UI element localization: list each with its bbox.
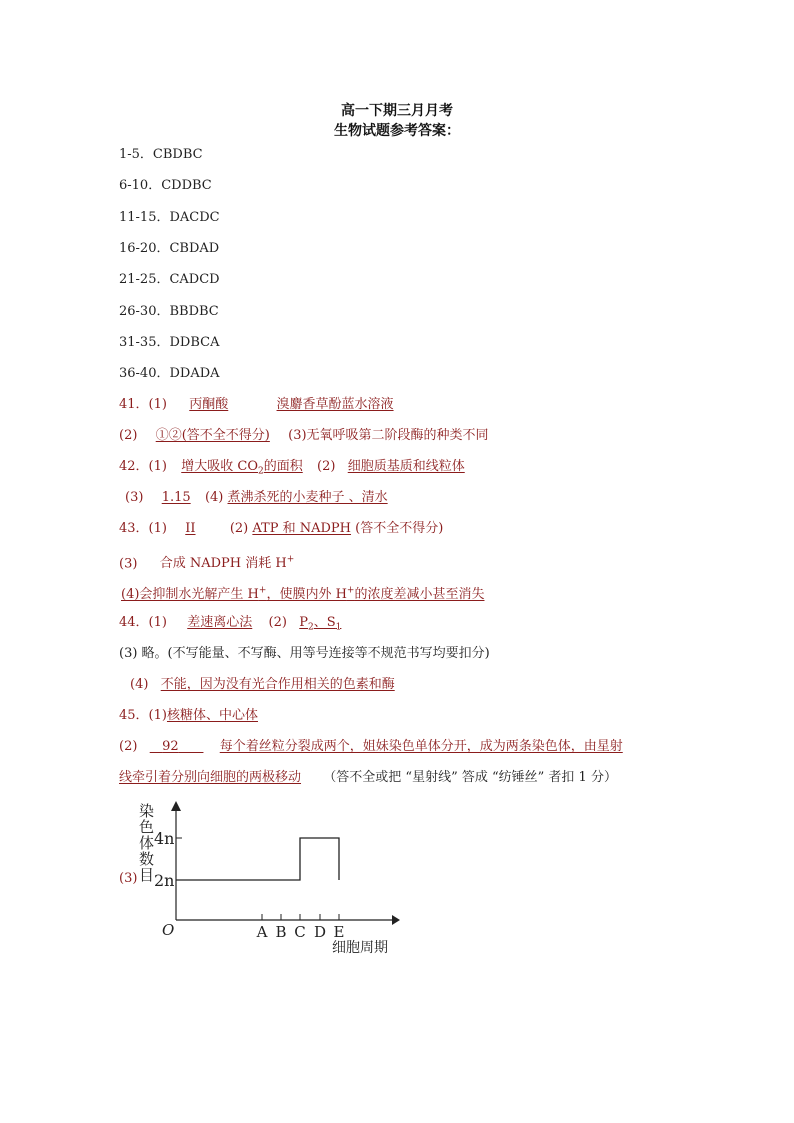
q45-answer2-text1: 每个着丝粒分裂成两个，姐妹染色单体分开，成为两条染色体，由星射 — [219, 739, 623, 754]
origin-label: O — [162, 921, 175, 939]
q43-answer2: ATP 和 NADPH — [252, 521, 352, 536]
q45-part3-label: (3) — [119, 871, 138, 886]
q42-part3-label: (3) — [125, 490, 144, 505]
q45-part2-label: (2) — [119, 739, 138, 754]
q43-line2 — [119, 551, 294, 573]
q41-answer2: 溴麝香草酚蓝水溶液 — [276, 397, 394, 412]
q43-line1 — [119, 520, 443, 538]
x-tick-label: E — [333, 923, 345, 941]
q41-line2 — [119, 427, 489, 445]
q45-answer2-text2: 线牵引着分别向细胞的两极移动 — [119, 770, 302, 785]
mc-answer-line: 1-5．CBDBC — [119, 147, 203, 162]
q43-number: 43．(1) — [119, 521, 167, 536]
y-tick-label: 2n — [154, 871, 175, 890]
q43-answer4: (4)会抑制水光解产生 H+，使膜内外 H+的浓度差减小甚至消失 — [121, 586, 485, 603]
page-subtitle: 生物试题参考答案： — [334, 123, 460, 139]
q43-line3 — [121, 582, 484, 604]
q41-answer3: ①②(答不全不得分) — [155, 428, 270, 443]
mc-answer-line: 36-40．DDADA — [119, 366, 220, 382]
x-tick-label: A — [256, 923, 268, 941]
q45-line2 — [119, 738, 623, 756]
q45-answer1: 核糖体、中心体 — [166, 708, 258, 723]
x-tick-label: B — [275, 923, 287, 941]
q44-answer4: 不能，因为没有光合作用相关的色素和酶 — [160, 677, 395, 692]
q43-answer1: II — [185, 521, 196, 536]
q41-line1 — [119, 396, 394, 414]
q44-number: 44．(1) — [119, 615, 167, 630]
q45-number: 45．(1) — [119, 708, 167, 723]
q45-line3 — [119, 769, 617, 787]
q44-part4-label: (4) — [130, 677, 149, 692]
q42-answer4: 煮沸杀死的小麦种子 、清水 — [227, 490, 388, 505]
mc-answer-line: 31-35．DDBCA — [119, 334, 220, 350]
chromosome-count-chart — [110, 795, 410, 960]
y-tick-label: 4n — [154, 829, 175, 848]
mc-answer-line: 21-25．CADCD — [119, 272, 220, 288]
x-axis-arrow — [392, 915, 400, 925]
mc-answer-line: 11-15．DACDC — [119, 209, 220, 225]
q42-part4-label: (4) — [204, 490, 224, 505]
q42-part2-label: (2) — [317, 459, 336, 474]
q45-answer2-note: （答不全或把 “星射线” 答成 “纺锤丝” 者扣 1 分） — [323, 770, 617, 785]
q44-answer1: 差速离心法 — [187, 615, 253, 630]
mc-answer-line: 26-30．BBDBC — [119, 303, 219, 319]
x-tick-label: D — [313, 923, 327, 941]
q45-answer2-number: 92 — [162, 739, 179, 754]
q44-line2 — [119, 645, 490, 663]
q43-part2-label: (2) — [229, 521, 249, 536]
q42-answer3: 1.15 — [161, 490, 191, 505]
q42-line1 — [119, 458, 465, 481]
q41-part2-label: (2) — [119, 428, 138, 443]
q43-part3-label: (3) — [119, 556, 138, 572]
q44-line1 — [119, 614, 341, 637]
q44-answer2: $P_2$、$S_1$ — [299, 615, 342, 633]
q42-answer2: 细胞质基质和线粒体 — [347, 459, 465, 474]
x-axis-label: 细胞周期 — [332, 940, 388, 956]
q42-line2 — [125, 489, 388, 507]
q45-line1 — [119, 707, 258, 725]
y-axis-label: 染色体数目 — [137, 803, 155, 883]
mc-answer-line: 16-20．CBDAD — [119, 240, 220, 256]
q43-answer3: 合成 NADPH 消耗 H+ — [159, 555, 295, 572]
chromosome-series-line — [176, 838, 339, 880]
x-tick-label: C — [294, 923, 306, 941]
q44-answer3: (3) 略。(不写能量、不写酶、用等号连接等不规范书写均要扣分) — [119, 646, 490, 661]
q41-number: 41．(1) — [119, 397, 167, 412]
q42-number: 42．(1) — [119, 459, 167, 474]
q44-part2-label: (2) — [268, 615, 287, 630]
q42-answer1: 增大吸收 $CO_2$的面积 — [181, 459, 303, 477]
mc-answer-line: 6-10．CDDBC — [119, 178, 212, 194]
page-title: 高一下期三月月考 — [341, 103, 453, 119]
q41-answer1: 丙酮酸 — [189, 397, 229, 412]
q41-answer4: (3)无氧呼吸第二阶段酶的种类不同 — [288, 428, 489, 443]
q43-answer2-note: (答不全不得分) — [355, 521, 444, 536]
q44-line3 — [130, 676, 395, 694]
y-axis-arrow — [171, 801, 181, 811]
